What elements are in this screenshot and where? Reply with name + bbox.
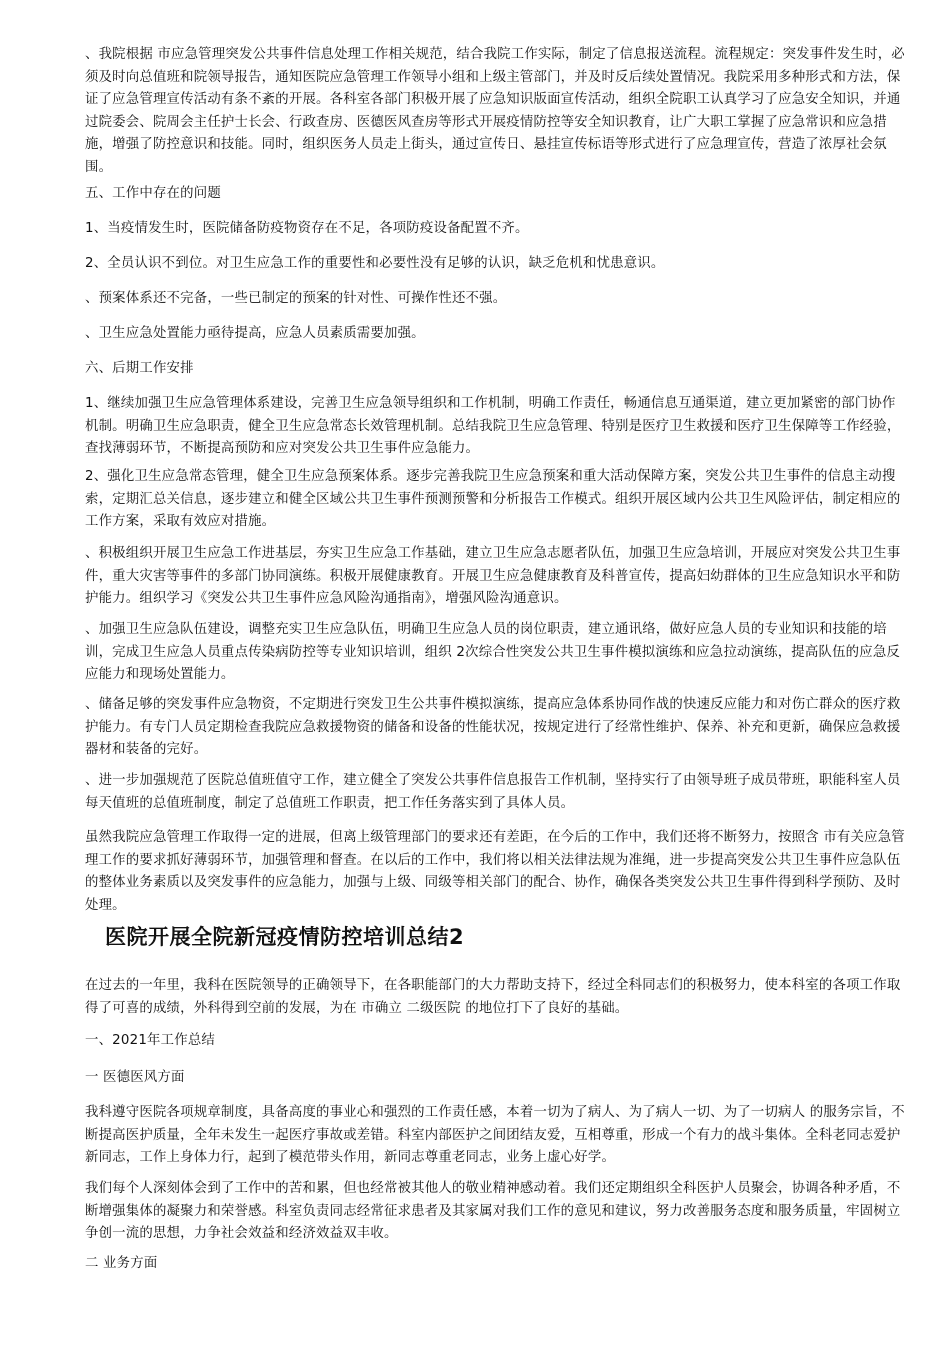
section-title: 医院开展全院新冠疫情防控培训总结2: [105, 925, 465, 949]
plan-item-2: 2、强化卫生应急常态管理，健全卫生应急预案体系。逐步完善我院卫生应急预案和重大活动保障方案，突发公共卫生事件的信息主动搜索，定期汇总关信息，逐步建立和健全区域公共卫生事件预测预警和分析报告工作模式。组织开展区域内公共卫生风险评估，制定相应的工作方案，采取有效应对措施。: [85, 469, 901, 529]
paragraph-info-reporting: 、我院根据 市应急管理突发公共事件信息处理工作相关规范，结合我院工作实际，制定了信息报送流程。流程规定：突发事件发生时，必须及时向总值班和院领导报告，通知医院应急管理工作领导小组和上级主管部门，并及时反后续处置情况。我院采用多种形式和方法，保证了应急管理宣传活动有条不紊的开展。各科室各部门积极开展了应急知识版面宣传活动，组织全院职工认真学习了应急安全知识，并通过院委会、院周会主任护士长会、行政查房、医德医风查房等形式开展疫情防控等安全知识教育，让广大职工掌握了应急常识和应急措施，增强了防控意识和技能。同时，组织医务人员走上街头，通过宣传日、悬挂宣传标语等形式进行了应急理宣传，营造了浓厚社会氛围。: [85, 47, 905, 175]
problem-item-4: 、卫生应急处置能力亟待提高，应急人员素质需要加强。: [85, 326, 425, 341]
plan-item-4: 、加强卫生应急队伍建设，调整充实卫生应急队伍，明确卫生应急人员的岗位职责，建立通讯络，做好应急人员的专业知识和技能的培训，完成卫生应急人员重点传染病防控等专业知识培训，组织 2次综合性突发公共卫生事件模拟演练和应急拉动演练，提高队伍的应急反应能力和现场处置能力。: [85, 622, 901, 682]
plan-item-1: 1、继续加强卫生应急管理体系建设，完善卫生应急领导组织和工作机制，明确工作责任，畅通信息互通渠道，建立更加紧密的部门协作机制。明确卫生应急职责，健全卫生应急常态长效管理机制。总结我院卫生应急管理、特别是医疗卫生救援和医疗卫生保障等工作经验，查找薄弱环节，不断提高预防和应对突发公共卫生事件应急能力。: [85, 396, 901, 456]
problem-item-1: 1、当疫情发生时，医院储备防疫物资存在不足，各项防疫设备配置不齐。: [85, 221, 529, 236]
problem-item-2: 2、全员认识不到位。对卫生应急工作的重要性和必要性没有足够的认识，缺乏危机和忧患意识。: [85, 256, 665, 271]
plan-item-6: 、进一步加强规范了医院总值班值守工作，建立健全了突发公共事件信息报告工作机制，坚持实行了由领导班子成员带班，职能科室人员每天值班的总值班制度，制定了总值班工作职责，把工作任务落实到了具体人员。: [85, 773, 901, 811]
paragraph-team: 我们每个人深刻体会到了工作中的苦和累，但也经常被其他人的敬业精神感动着。我们还定期组织全科医护人员聚会，协调各种矛盾，不断增强集体的凝聚力和荣誉感。科室负责同志经常征求患者及其家属对我们工作的意见和建议，努力改善服务态度和服务质量，牢固树立争创一流的思想，力争社会效益和经济效益双丰收。: [85, 1181, 901, 1241]
plan-item-5: 、储备足够的突发事件应急物资，不定期进行突发卫生公共事件模拟演练，提高应急体系协同作战的快速反应能力和对伤亡群众的医疗救护能力。有专门人员定期检查我院应急救援物资的储备和设备的性能状况，按规定进行了经常性维护、保养、补充和更新，确保应急救援器材和装备的完好。: [85, 697, 901, 757]
subheading-ethics: 一 医德医风方面: [85, 1070, 185, 1085]
plan-item-3: 、积极组织开展卫生应急工作进基层，夯实卫生应急工作基础，建立卫生应急志愿者队伍，加强卫生应急培训，开展应对突发公共卫生事件，重大灾害等事件的多部门协同演练。积极开展健康教育。开展卫生应急健康教育及科普宣传，提高妇幼群体的卫生应急知识水平和防护能力。组织学习《突发公共卫生事件应急风险沟通指南》，增强风险沟通意识。: [85, 546, 901, 606]
heading-future-plans: 六、后期工作安排: [85, 361, 194, 376]
heading-problems: 五、工作中存在的问题: [85, 186, 221, 201]
subheading-business: 二 业务方面: [85, 1256, 158, 1271]
heading-summary-2021: 一、2021年工作总结: [85, 1033, 216, 1048]
paragraph-ethics: 我科遵守医院各项规章制度，具备高度的事业心和强烈的工作责任感，本着一切为了病人、为了病人一切、为了一切病人 的服务宗旨，不断提高医护质量，全年未发生一起医疗事故或差错。科室内部医护之间团结友爱，互相尊重，形成一个有力的战斗集体。全科老同志爱护新同志，工作上身体力行，起到了模范带头作用，新同志尊重老同志，业务上虚心好学。: [85, 1105, 905, 1165]
paragraph-intro: 在过去的一年里，我科在医院领导的正确领导下，在各职能部门的大力帮助支持下，经过全科同志们的积极努力，使本科室的各项工作取得了可喜的成绩，外科得到空前的发展，为在 市确立 二级医院 的地位打下了良好的基础。: [85, 978, 901, 1016]
paragraph-conclusion: 虽然我院应急管理工作取得一定的进展，但离上级管理部门的要求还有差距，在今后的工作中，我们还将不断努力，按照含 市有关应急管理工作的要求抓好薄弱环节，加强管理和督查。在以后的工作中，我们将以相关法律法规为准绳，进一步提高突发公共卫生事件应急队伍的整体业务素质以及突发事件的应急能力，加强与上级、同级等相关部门的配合、协作，确保各类突发公共卫生事件得到科学预防、及时处理。: [85, 830, 905, 913]
problem-item-3: 、预案体系还不完备，一些已制定的预案的针对性、可操作性还不强。: [85, 291, 507, 306]
